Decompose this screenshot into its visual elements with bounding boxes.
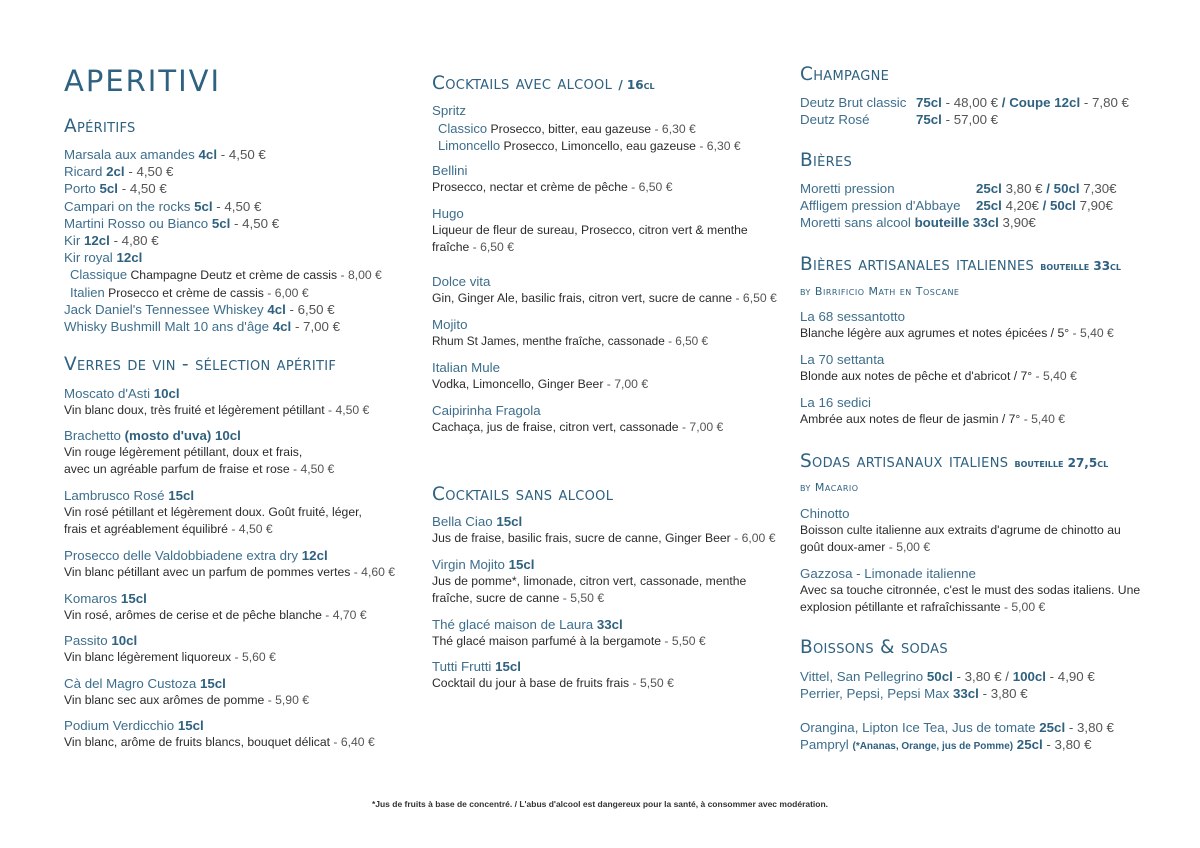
wine-name-line [64, 676, 226, 691]
craft-beer-price: - 5,40 € [1072, 326, 1114, 340]
mocktail-desc [432, 634, 706, 648]
champagne-row [800, 112, 998, 127]
cocktail-name-line [432, 163, 467, 178]
drink-price-2: - 4,90 € [1049, 669, 1095, 684]
item-size: 12cl [116, 250, 143, 266]
cocktail-price: - 7,00 € [681, 420, 724, 434]
kir-variant [70, 285, 309, 300]
cocktail-desc [432, 180, 673, 194]
beer-size: bouteille 33cl [914, 215, 999, 230]
craft-beer-price: - 5,40 € [1023, 412, 1066, 426]
drink-size: 33cl [952, 686, 979, 701]
cocktail-desc [432, 240, 514, 254]
wine-name: Brachetto [64, 428, 121, 443]
variant-desc: Prosecco, bitter, eau gazeuse [490, 122, 652, 136]
item-price: - 6,50 € [289, 301, 335, 317]
cocktail-desc [432, 334, 708, 348]
desc-text: avec un agréable parfum de fraise et rose [64, 462, 290, 476]
cocktail-name-line [432, 360, 500, 375]
desc-text: Vin rosé pétillant et légèrement doux. Goût fruité, léger, [64, 505, 362, 519]
craft-beer-name-line [800, 395, 871, 410]
craft-beer-name-line [800, 352, 884, 367]
drink-price: - 3,80 € [1068, 720, 1114, 735]
mocktail-name-line [432, 514, 522, 529]
section-heading-wines: Verres de vin - sélection apéritif [64, 354, 337, 375]
wine-desc [64, 650, 276, 664]
separator: / [1001, 95, 1006, 110]
champagne-price: - 48,00 € [945, 95, 999, 110]
item-size: 12cl [83, 233, 110, 248]
kir-variant [70, 267, 382, 282]
desc-text: Ambrée aux notes de fleur de jasmin / 7° [800, 412, 1021, 426]
item-name: Kir royal [64, 250, 113, 266]
aperitif-item [64, 216, 279, 231]
beer-size: 25cl [976, 181, 1002, 196]
desc-text: Vin blanc doux, très fruité et légèrement pétillant [64, 403, 325, 417]
drink-size: 25cl [1039, 720, 1066, 735]
item-name: Marsala aux amandes [64, 147, 195, 162]
champagne-size-2: Coupe 12cl [1009, 95, 1081, 110]
wine-name-line [64, 488, 194, 503]
beer-price: 3,80 € [1005, 181, 1043, 196]
item-price: - 4,50 € [220, 147, 266, 162]
mocktail-desc [432, 574, 746, 588]
mocktail-name: Virgin Mojito [432, 557, 505, 572]
drink-price: - 3,80 € [982, 686, 1028, 701]
item-size: 5cl [194, 198, 213, 214]
mocktail-name-line [432, 659, 521, 674]
desc-text: Cocktail du jour à base de fruits frais [432, 676, 630, 690]
desc-text: Vodka, Limoncello, Ginger Beer [432, 377, 604, 391]
champagne-row [800, 95, 1129, 110]
soda-price: - 5,00 € [888, 540, 931, 554]
section-heading-aperitifs: Apéritifs [64, 116, 136, 137]
aperitif-item [64, 181, 167, 196]
soda-desc [800, 523, 1121, 537]
drinks-line-1 [800, 669, 1095, 684]
section-heading-cocktails [432, 73, 655, 94]
wine-price: - 5,90 € [267, 693, 310, 707]
wine-price: - 4,50 € [328, 403, 370, 417]
beer-row [800, 215, 1036, 230]
wine-size: 15cl [200, 676, 226, 691]
cocktail-name-line [432, 206, 464, 221]
aperitif-item [64, 164, 173, 179]
section-heading-beers: Bières [800, 150, 853, 171]
desc-text: Gin, Ginger Ale, basilic frais, citron vert, sucre de canne [432, 291, 733, 305]
craft-beer-price: - 5,40 € [1035, 369, 1077, 383]
mocktail-name-line [432, 557, 535, 572]
cocktail-name-line [432, 274, 490, 289]
wine-price: - 6,40 € [333, 735, 375, 749]
item-size: 4cl [198, 147, 218, 162]
item-name: Kir [64, 233, 81, 248]
item-price: - 4,80 € [113, 233, 159, 248]
footnote: *Jus de fruits à base de concentré. / L'abus d'alcool est dangereux pour la santé, à consommer avec modération. [371, 799, 829, 809]
desc-text: Jus de fraise, basilic frais, sucre de canne, Ginger Beer [432, 531, 731, 545]
wine-size: 15cl [120, 591, 147, 606]
mocktail-price: - 6,00 € [734, 531, 776, 545]
item-name: Jack Daniel's Tennessee Whiskey [64, 301, 264, 317]
wine-price: - 4,50 € [293, 462, 335, 476]
cocktail-name: Bellini [432, 163, 468, 178]
cocktail-name: Mojito [432, 317, 468, 332]
item-name: Porto [64, 181, 96, 197]
wine-name-line [64, 386, 180, 401]
wine-desc [64, 608, 367, 622]
wine-desc [64, 693, 309, 707]
item-size: 4cl [267, 301, 286, 317]
desc-text: Vin rosé, arômes de cerise et de pêche blanche [64, 608, 322, 622]
desc-text: Blonde aux notes de pêche et d'abricot / 7° [800, 369, 1033, 383]
item-name: Campari on the rocks [64, 198, 191, 214]
champagne-price-2: - 7,80 € [1083, 95, 1129, 110]
mocktail-desc [432, 676, 674, 690]
desc-text: explosion pétillante et rafraîchissante [800, 600, 1001, 614]
desc-text: goût doux-amer [800, 540, 886, 554]
wine-name-line [64, 718, 204, 733]
soda-price: - 5,00 € [1003, 600, 1046, 614]
wine-desc [64, 445, 302, 459]
variant-name: Limoncello [438, 138, 501, 153]
beer-size-2: / 50cl [1042, 198, 1076, 213]
beer-price-2: 7,90€ [1079, 198, 1113, 213]
soda-name-line [800, 506, 850, 521]
cocktail-price: - 6,50 € [735, 291, 777, 305]
wine-name: Podium Verdicchio [64, 718, 175, 733]
variant-price: - 8,00 € [340, 268, 382, 283]
mocktail-size: 15cl [496, 514, 523, 529]
variant-desc: Prosecco, Limoncello, eau gazeuse [503, 139, 696, 153]
desc-text: Prosecco, nectar et crème de pêche [432, 180, 628, 194]
wine-name-line [64, 428, 241, 443]
drink-name: Perrier, Pepsi, Pepsi Max [800, 686, 950, 701]
desc-text: Vin blanc sec aux arômes de pomme [64, 693, 265, 707]
desc-text: Vin blanc, arôme de fruits blancs, bouquet délicat [64, 735, 331, 749]
wine-desc [64, 565, 395, 579]
desc-text: Vin blanc légèrement liquoreux [64, 650, 232, 664]
mocktail-price: - 5,50 € [632, 676, 674, 690]
aperitif-item [64, 302, 335, 317]
craft-beer-name: La 70 settanta [800, 352, 885, 367]
soda-desc [800, 583, 1140, 597]
craft-brewery: by Birrificio Math en Toscane [800, 285, 960, 298]
mocktail-name-line [432, 617, 623, 632]
wine-name: Moscato d'Asti [64, 386, 151, 401]
sodas-brand: by Macario [800, 481, 859, 494]
mocktail-name: Thé glacé maison de Laura [432, 617, 594, 632]
champagne-price: - 57,00 € [945, 112, 999, 127]
beer-name: Moretti sans alcool [800, 215, 911, 230]
wine-size: 10cl [153, 386, 180, 401]
sodas-heading-size: bouteille 27,5cl [1014, 456, 1109, 470]
section-heading-champagne: Champagne [800, 64, 890, 85]
mocktail-desc [432, 531, 775, 545]
soda-name: Chinotto [800, 506, 850, 521]
desc-text: fraîche, sucre de canne [432, 591, 560, 605]
beer-size-2: / 50cl [1046, 181, 1080, 196]
page-title: APERITIVI [64, 64, 222, 98]
soda-name-line [800, 566, 976, 581]
desc-text: Vin rouge légèrement pétillant, doux et frais, [64, 445, 303, 459]
wine-name: Passito [64, 633, 108, 648]
mocktail-size: 33cl [596, 617, 623, 632]
cocktail-name-line [432, 317, 467, 332]
aperitif-item [64, 319, 340, 334]
cocktail-price: - 7,00 € [606, 377, 649, 391]
item-name: Martini Rosso ou Bianco [64, 215, 209, 231]
mocktail-price: - 5,50 € [562, 591, 605, 605]
cocktail-name: Italian Mule [432, 360, 500, 375]
cocktail-desc [432, 223, 748, 237]
cocktail-price: - 6,50 € [472, 240, 514, 254]
drink-size: 50cl [926, 669, 953, 684]
item-price: - 4,50 € [216, 198, 262, 214]
item-price: - 4,50 € [121, 181, 167, 197]
champagne-name: Deutz Brut classic [800, 95, 907, 110]
variant-price: - 6,30 € [654, 122, 696, 136]
wine-name-line [64, 591, 147, 606]
wine-size: 12cl [301, 548, 328, 563]
item-size: 5cl [211, 215, 231, 231]
wine-name: Komaros [64, 591, 118, 606]
wine-size: 15cl [168, 488, 195, 503]
variant-name: Italien [70, 284, 105, 300]
cocktail-desc [432, 291, 777, 305]
cocktail-name [432, 103, 466, 118]
section-heading-sodas [800, 451, 1108, 472]
aperitif-item [64, 147, 266, 162]
sodas-heading-text: Sodas artisanaux italiens [800, 451, 1009, 472]
craft-heading-text: Bières artisanales italiennes [800, 254, 1035, 275]
wine-name: Cà del Magro Custoza [64, 676, 197, 691]
item-price: - 4,50 € [128, 164, 174, 180]
aperitif-item [64, 250, 142, 265]
wine-desc [64, 505, 362, 519]
aperitif-item [64, 199, 261, 214]
drink-name: Vittel, San Pellegrino [800, 669, 924, 684]
craft-beer-name-line [800, 309, 905, 324]
craft-beer-desc [800, 326, 1114, 340]
wine-price: - 4,70 € [325, 608, 367, 622]
cocktail-desc [432, 420, 723, 434]
wine-name-line [64, 633, 137, 648]
spritz-variant [438, 121, 696, 136]
spritz-variant [438, 138, 741, 153]
wine-size: (mosto d'uva) 10cl [124, 428, 241, 443]
desc-text: Rhum St James, menthe fraîche, cassonade [432, 334, 665, 348]
desc-text: fraîche [432, 240, 470, 254]
soda-desc [800, 600, 1045, 614]
variant-desc: Champagne Deutz et crème de cassis [130, 268, 338, 283]
mocktail-size: 15cl [508, 557, 535, 572]
cocktail-name-line [432, 403, 541, 418]
wine-price: - 4,50 € [231, 522, 273, 536]
desc-text: Cachaça, jus de fraise, citron vert, cassonade [432, 420, 679, 434]
beer-name: Affligem pression d'Abbaye [800, 198, 961, 213]
soda-desc [800, 540, 930, 554]
craft-beer-desc [800, 369, 1077, 383]
wine-price: - 4,60 € [353, 565, 396, 579]
mocktail-desc [432, 591, 604, 605]
wine-desc [64, 735, 375, 749]
craft-beer-name: La 16 sedici [800, 395, 871, 410]
drinks-line-4 [800, 737, 1091, 752]
cocktail-name: Dolce vita [432, 274, 491, 289]
cocktails-heading-size: / 16cl [618, 78, 655, 92]
wine-desc [64, 403, 369, 417]
desc-text: Vin blanc pétillant avec un parfum de pommes vertes [64, 565, 351, 579]
wine-size: 10cl [111, 633, 138, 648]
beer-size: 25cl [976, 198, 1002, 213]
variant-name: Classique [70, 267, 128, 283]
variant-name: Classico [438, 121, 488, 136]
variant-desc: Prosecco et crème de cassis [108, 285, 264, 300]
drink-price: - 3,80 € / [956, 669, 1009, 684]
craft-heading-size: bouteille 33cl [1040, 259, 1122, 273]
wine-desc [64, 522, 273, 536]
desc-text: Jus de pomme*, limonade, citron vert, cassonade, menthe [432, 574, 747, 588]
section-heading-craft-beers [800, 254, 1121, 275]
item-name: Whisky Bushmill Malt 10 ans d'âge [64, 319, 270, 334]
drinks-line-2 [800, 686, 1028, 701]
wine-desc [64, 462, 334, 476]
mocktail-price: - 5,50 € [664, 634, 706, 648]
item-size: 5cl [99, 181, 118, 197]
cocktail-price: - 6,50 € [668, 334, 709, 348]
desc-text: Liqueur de fleur de sureau, Prosecco, citron vert & menthe [432, 223, 748, 237]
desc-text: Avec sa touche citronnée, c'est le must des sodas italiens. Une [800, 583, 1141, 597]
drinks-line-3 [800, 720, 1114, 735]
section-heading-mocktails: Cocktails sans alcool [432, 484, 614, 505]
cocktail-price: - 6,50 € [631, 180, 673, 194]
champagne-name: Deutz Rosé [800, 112, 870, 127]
beer-price: 4,20€ [1005, 198, 1039, 213]
desc-text: Thé glacé maison parfumé à la bergamote [432, 634, 661, 648]
mocktail-size: 15cl [495, 659, 521, 674]
beer-row [800, 181, 1117, 196]
desc-text: Blanche légère aux agrumes et notes épicées / 5° [800, 326, 1070, 340]
wine-size: 15cl [177, 718, 204, 733]
mocktail-name: Bella Ciao [432, 514, 493, 529]
drink-name: Orangina, Lipton Ice Tea, Jus de tomate [800, 720, 1036, 735]
drink-price: - 3,80 € [1046, 737, 1092, 752]
item-size: 4cl [272, 319, 292, 334]
champagne-size: 75cl [916, 112, 942, 127]
item-size: 2cl [106, 164, 125, 180]
champagne-size: 75cl [916, 95, 942, 110]
wine-price: - 5,60 € [234, 650, 276, 664]
craft-beer-name: La 68 sessantotto [800, 309, 905, 324]
item-price: - 4,50 € [234, 215, 280, 231]
wine-name: Lambrusco Rosé [64, 488, 165, 503]
craft-beer-desc [800, 412, 1065, 426]
desc-text: Boisson culte italienne aux extraits d'agrume de chinotto au [800, 523, 1121, 537]
desc-text: frais et agréablement équilibré [64, 522, 228, 536]
cocktail-desc [432, 377, 648, 391]
cocktail-name: Hugo [432, 206, 464, 221]
drink-name: Pampryl [800, 737, 849, 752]
spritz-name: Spritz [432, 103, 466, 118]
drink-size-2: 100cl [1012, 669, 1046, 684]
item-price: - 7,00 € [294, 319, 341, 334]
cocktails-heading-text: Cocktails avec alcool [432, 73, 613, 94]
wine-name: Prosecco delle Valdobbiadene extra dry [64, 548, 299, 563]
variant-price: - 6,00 € [267, 285, 309, 300]
drink-size: 25cl [1016, 737, 1043, 752]
beer-row [800, 198, 1113, 213]
aperitif-item [64, 233, 159, 248]
beer-price: 3,90€ [1002, 215, 1036, 230]
beer-name: Moretti pression [800, 181, 895, 196]
mocktail-name: Tutti Frutti [432, 659, 492, 674]
beer-price-2: 7,30€ [1083, 181, 1117, 196]
cocktail-name: Caipirinha Fragola [432, 403, 541, 418]
section-heading-drinks: Boissons & sodas [800, 637, 948, 658]
item-name: Ricard [64, 164, 103, 180]
wine-name-line [64, 548, 328, 563]
soda-name: Gazzosa - Limonade italienne [800, 566, 976, 581]
drink-note: (*Ananas, Orange, jus de Pomme) [852, 741, 1014, 752]
variant-price: - 6,30 € [699, 139, 741, 153]
